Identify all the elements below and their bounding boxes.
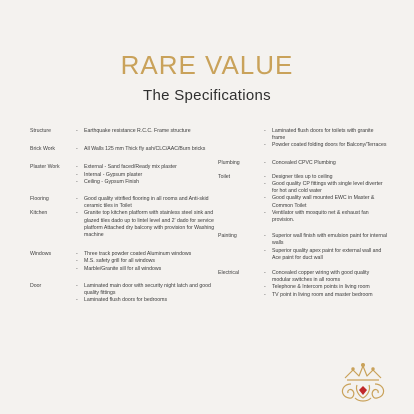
spec-item: - Laminated main door with security night latch and good quality fittings: [76, 283, 216, 297]
spec-label: Structure: [30, 128, 52, 134]
spec-row-toilet: [218, 174, 388, 224]
spec-label: Electrical: [218, 270, 240, 277]
spec-label: Plumbing: [218, 159, 240, 166]
spec-item: - Concealed CPVC Plumbing: [264, 160, 388, 167]
spec-item: - Internal - Gypsum plaster: [76, 172, 216, 179]
spec-label: Flooring: [30, 196, 49, 203]
spec-row-painting: [218, 233, 388, 262]
spec-row-flooring: [30, 196, 216, 210]
spec-item: - Powder coated folding doors for Balcony/Terraces: [264, 142, 388, 149]
spec-item: - Good quality vitrified flooring in all rooms and Anti-skid ceramic tiles in Toilet: [76, 196, 216, 210]
spec-row-electrical: [218, 270, 388, 299]
spec-row-plaster-work: [30, 164, 216, 186]
spec-label: Toilet: [218, 173, 231, 180]
spec-column-right: [218, 128, 388, 307]
spec-row-doors-continued: [218, 128, 388, 150]
spec-item: - Laminated flush doors for bedrooms: [76, 297, 216, 304]
spec-row-door: [30, 283, 216, 305]
spec-item: - Laminated flush doors for toilets with granite frame: [264, 128, 388, 142]
spec-item: - Telephone & Intercom points in living room: [264, 284, 388, 291]
spec-item: - Good quality wall mounted EWC in Master & Common Toilet: [264, 195, 388, 209]
spec-row-brick-work: [30, 146, 216, 153]
spec-label: Plaster Work: [30, 164, 60, 171]
spec-label: [218, 128, 264, 150]
spec-item: - Ceiling - Gypsum Finish: [76, 179, 216, 186]
spec-row-plumbing: [218, 160, 388, 167]
spec-label: Painting: [218, 233, 237, 240]
page-subtitle: The Specifications: [143, 87, 271, 104]
spec-label: Door: [30, 282, 42, 289]
spec-row-kitchen: [30, 210, 216, 239]
spec-item: - M.S. safety grill for all windows: [76, 258, 216, 265]
spec-item: - TV point in living room and master bedroom: [264, 292, 388, 299]
crown-logo-icon: [333, 358, 393, 408]
spec-item: - External - Sand faced/Ready mix plaster: [76, 164, 216, 171]
spec-column-left: [30, 128, 216, 312]
spec-item: - Ventilator with mosquito net & exhaust fan provision.: [264, 210, 388, 224]
spec-label: Kitchen: [30, 210, 48, 217]
spec-row-windows: [30, 251, 216, 273]
spec-item: - Superior wall finish with emulsion paint for internal walls: [264, 233, 388, 247]
spec-item: - Granite top kitchen platform with stainless steel sink and glazed tiles dado up to lintel level and 2' dado for service platform Attached dry balcony with provision for Washing machine: [76, 210, 216, 239]
spec-item: - Earthquake resistance R.C.C. Frame structure: [76, 128, 216, 135]
page-title: RARE VALUE: [120, 50, 294, 80]
spec-item: - Good quality CP fittings with single level diverter for hot and cold water: [264, 181, 388, 195]
spec-label: Brick Work: [30, 146, 55, 153]
spec-item: - Three track powder coated Aluminum windows: [76, 251, 216, 258]
spec-item: - All Walls 125 mm Thick fly ash/CLC/AAC/Burn bricks: [76, 146, 216, 153]
spec-label: Windows: [30, 251, 52, 258]
spec-row-structure: [30, 128, 216, 135]
spec-item: - Concealed copper wiring with good quality modular switches in all rooms: [264, 270, 388, 284]
spec-item: - Designer tiles up to ceiling: [264, 174, 388, 181]
spec-item: - Superior quality apex paint for external wall and Ace paint for duct wall: [264, 248, 388, 262]
spec-item: - Marble/Granite sill for all windows: [76, 266, 216, 273]
